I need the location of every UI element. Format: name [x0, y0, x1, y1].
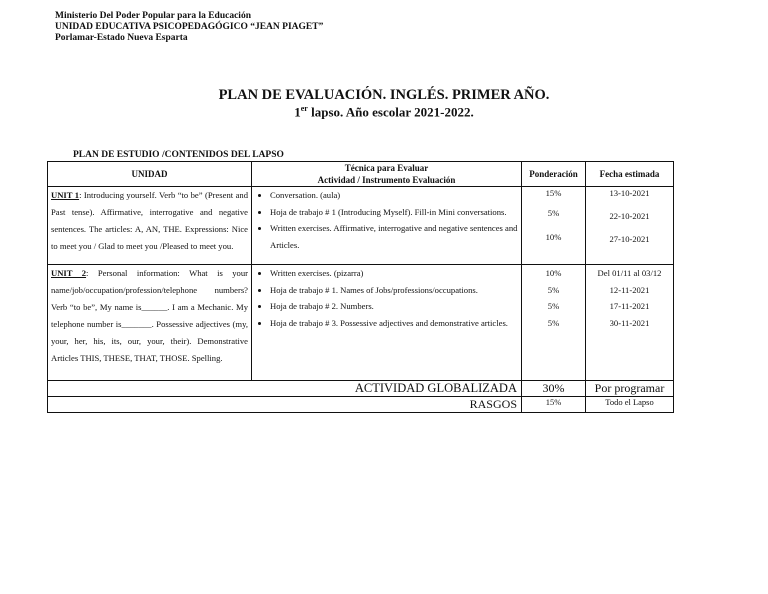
global-activity-label: ACTIVIDAD GLOBALIZADA	[48, 381, 522, 397]
header-unidad: UNIDAD	[48, 162, 252, 187]
unit2-fecha-1: Del 01/11 al 03/12	[597, 268, 662, 278]
unit2-description: : Personal information: What is your name/job/occupation/profession/telephone numbers? Verb “to be”, My name is______. I am a Mechanic. My telephone number is_______. Possessive adjectives (my, your, her, his, its, our, your, their). Demonstrative Articles THIS, THESE, THAT, THOSE. Spelling.	[51, 268, 248, 363]
global-activity-fecha: Por programar	[586, 381, 674, 397]
unit1-activity-1: • Conversation. (aula)	[270, 187, 518, 204]
unit1-activities	[252, 187, 522, 265]
plan-label: PLAN DE ESTUDIO /CONTENIDOS DEL LAPSO	[73, 150, 284, 160]
unit1-content	[48, 187, 252, 265]
rasgos-fecha: Todo el Lapso	[586, 397, 674, 413]
unit1-pond-2: 5%	[547, 208, 560, 218]
unit2-content	[48, 265, 252, 381]
rasgos-label: RASGOS	[48, 397, 522, 413]
unit1-fecha-3: 27-10-2021	[609, 234, 650, 244]
header-tecnica-line2: Actividad / Instrumento Evaluación	[317, 175, 456, 185]
unit1-name: UNIT 1	[51, 190, 80, 200]
unit1-fechas	[586, 187, 674, 265]
unit2-pond-4: 5%	[547, 317, 560, 328]
unit2-name: UNIT 2	[51, 268, 87, 278]
lapso-superscript: er	[300, 104, 308, 113]
header-ministry: Ministerio Del Poder Popular para la Educación	[55, 11, 251, 21]
unit1-ponderaciones	[522, 187, 586, 265]
document-title: PLAN DE EVALUACIÓN. INGLÉS. PRIMER AÑO.	[218, 87, 550, 103]
global-activity-pond: 30%	[522, 381, 586, 397]
unit1-activity-2: • Hoja de trabajo # 1 (Introducing Myself). Fill-in Mini conversations.	[270, 204, 518, 221]
unit2-pond-1: 10%	[545, 268, 562, 278]
document-subtitle	[0, 104, 768, 120]
table-row-rasgos	[48, 397, 674, 413]
unit1-description: : Introducing yourself. Verb “to be” (Present and Past tense). Affirmative, interrogative and negative sentences. The articles: A, AN, THE. Expressions: Nice to meet you / Glad to meet you /Pleased to meet you.	[51, 190, 248, 251]
unit1-fecha-1: 13-10-2021	[609, 188, 650, 198]
unit2-fecha-4: 30-11-2021	[609, 317, 650, 328]
lapso-text: lapso. Año escolar 2021-2022.	[307, 104, 474, 120]
header-location: Porlamar-Estado Nueva Esparta	[55, 33, 188, 43]
unit2-pond-3: 5%	[547, 301, 560, 311]
table-row-unit1	[48, 187, 674, 265]
unit1-pond-1: 15%	[545, 188, 562, 198]
table-row-global	[48, 381, 674, 397]
unit2-activities	[252, 265, 522, 381]
unit2-fecha-2: 12-11-2021	[609, 284, 650, 295]
header-tecnica	[252, 162, 522, 187]
unit2-activity-3: • Hoja de trabajo # 2. Numbers.	[270, 298, 518, 315]
unit2-activity-1: • Written exercises. (pizarra)	[270, 265, 518, 282]
table-row-unit2	[48, 265, 674, 381]
unit1-fecha-2: 22-10-2021	[609, 211, 650, 221]
unit2-pond-2: 5%	[547, 284, 560, 295]
rasgos-pond: 15%	[522, 397, 586, 413]
header-ponderacion: Ponderación	[522, 162, 586, 187]
institution-header	[55, 11, 323, 44]
header-tecnica-line1: Técnica para Evaluar	[344, 163, 429, 173]
unit2-fecha-3: 17-11-2021	[609, 301, 650, 311]
unit1-activity-3: • Written exercises. Affirmative, interrogative and negative sentences and Articles.	[270, 220, 518, 253]
table-header-row	[48, 162, 674, 187]
unit1-pond-3: 10%	[545, 232, 562, 242]
unit2-ponderaciones	[522, 265, 586, 381]
lapso-number: 1	[294, 104, 301, 120]
header-school: UNIDAD EDUCATIVA PSICOPEDAGÓGICO “JEAN PIAGET”	[55, 22, 324, 32]
evaluation-table	[47, 161, 674, 413]
unit2-fechas	[586, 265, 674, 381]
header-fecha: Fecha estimada	[586, 162, 674, 187]
unit2-activity-4: • Hoja de trabajo # 3. Possessive adjectives and demonstrative articles.	[270, 315, 518, 332]
unit2-activity-2: • Hoja de trabajo # 1. Names of Jobs/professions/occupations.	[270, 282, 518, 299]
